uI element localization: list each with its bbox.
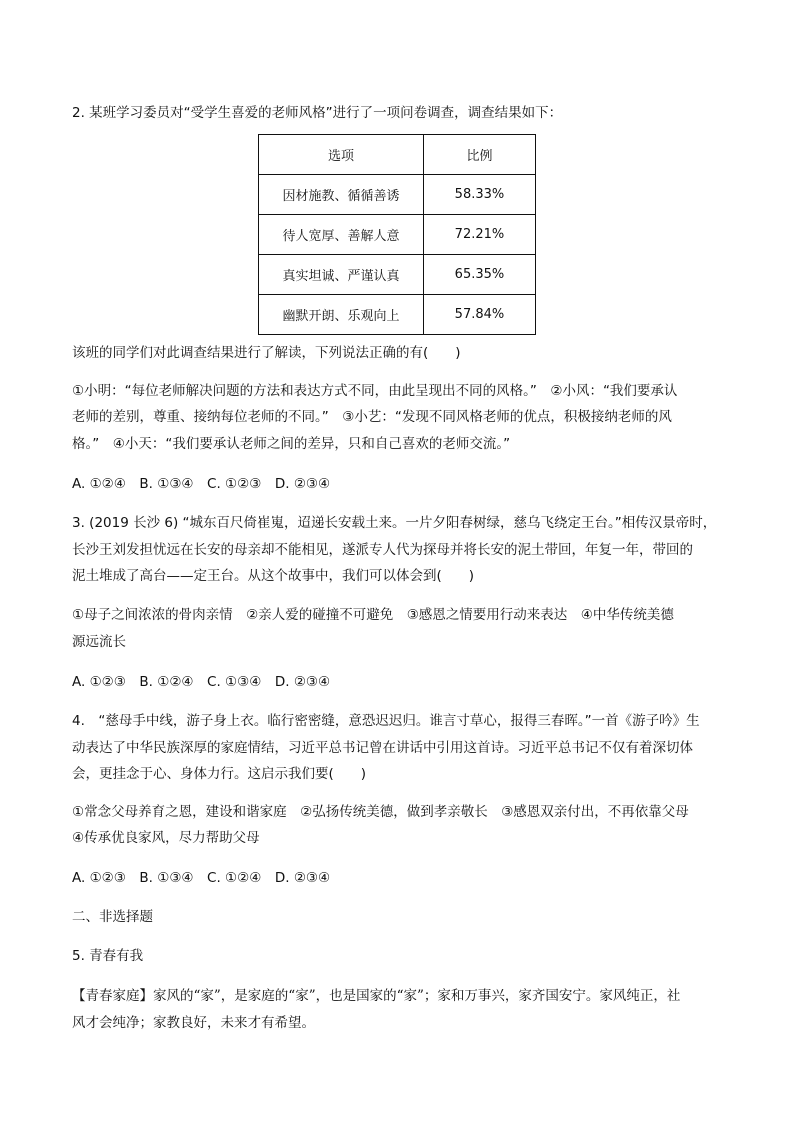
q4-statement-line: ①常念父母养育之恩，建设和谐家庭 ②弘扬传统美德，做到孝亲敬长 ③感恩双亲付出，不再依靠父母 [72,804,689,820]
q2-options: A. ①②④ B. ①③④ C. ①②③ D. ②③④ [72,476,331,492]
table-row [259,295,536,335]
header-ratio: 比例 [423,135,535,175]
row-ratio: 58.33% [423,175,535,215]
section-heading: 二、非选择题 [72,909,153,925]
table-row [259,215,536,255]
q5-title: 5. 青春有我 [72,948,144,964]
row-option: 待人宽厚、善解人意 [259,215,424,255]
q3-options: A. ①②③ B. ①②④ C. ①③④ D. ②③④ [72,674,331,690]
q4-stem-line: 动表达了中华民族深厚的家庭情结，习近平总书记曾在讲话中引用这首诗。习近平总书记不仅有着深切体 [72,740,693,756]
survey-table [258,134,536,335]
table-header-row [259,135,536,175]
header-option: 选项 [259,135,424,175]
q3-stem-line: 泥土堆成了高台——定王台。从这个故事中，我们可以体会到( ) [72,568,475,584]
q2-statement-line: ①小明：“每位老师解决问题的方法和表达方式不同，由此呈现出不同的风格。” ②小风：“我们要承认 [72,383,678,399]
q5-text-line: 风才会纯净；家教良好，未来才有希望。 [72,1015,315,1031]
table-row [259,175,536,215]
row-ratio: 65.35% [423,255,535,295]
q3-stem-line: 长沙王刘发担忧远在长安的母亲却不能相见，遂派专人代为探母并将长安的泥土带回，年复一年，带回的 [72,542,693,558]
row-option: 因材施教、循循善诱 [259,175,424,215]
q4-stem-line: 4. “慈母手中线，游子身上衣。临行密密缝，意恐迟迟归。谁言寸草心，报得三春晖。”一首《游子吟》生 [72,713,700,729]
row-option: 幽默开朗、乐观向上 [259,295,424,335]
q3-statement-line: ①母子之间浓浓的骨肉亲情 ②亲人爱的碰撞不可避免 ③感恩之情要用行动来表达 ④中华传统美德 [72,607,674,623]
q4-stem-line: 会，更挂念于心、身体力行。这启示我们要( ) [72,766,367,782]
q3-stem-line: 3. (2019 长沙 6) “城东百尺倚崔嵬，迢递长安载土来。一片夕阳春树绿，慈乌飞绕定王台。”相传汉景帝时， [72,515,717,531]
q5-text-line: 【青春家庭】家风的“家”，是家庭的“家”，也是国家的“家”；家和万事兴，家齐国安宁。家风纯正，社 [72,988,681,1004]
q3-statement-line: 源远流长 [72,634,126,650]
q4-statement-line: ④传承优良家风，尽力帮助父母 [72,830,260,846]
q4-options: A. ①②③ B. ①③④ C. ①②④ D. ②③④ [72,870,331,886]
row-option: 真实坦诚、严谨认真 [259,255,424,295]
table-row [259,255,536,295]
row-ratio: 57.84% [423,295,535,335]
q2-question: 该班的同学们对此调查结果进行了解读，下列说法正确的有( ) [72,345,461,361]
q2-stem: 2. 某班学习委员对“受学生喜爱的老师风格”进行了一项问卷调查，调查结果如下： [72,105,563,121]
row-ratio: 72.21% [423,215,535,255]
q2-statement-line: 老师的差别，尊重、接纳每位老师的不同。” ③小艺：“发现不同风格老师的优点，积极接纳老师的风 [72,409,672,425]
q2-statement-line: 格。” ④小天：“我们要承认老师之间的差异，只和自己喜欢的老师交流。” [72,436,511,452]
